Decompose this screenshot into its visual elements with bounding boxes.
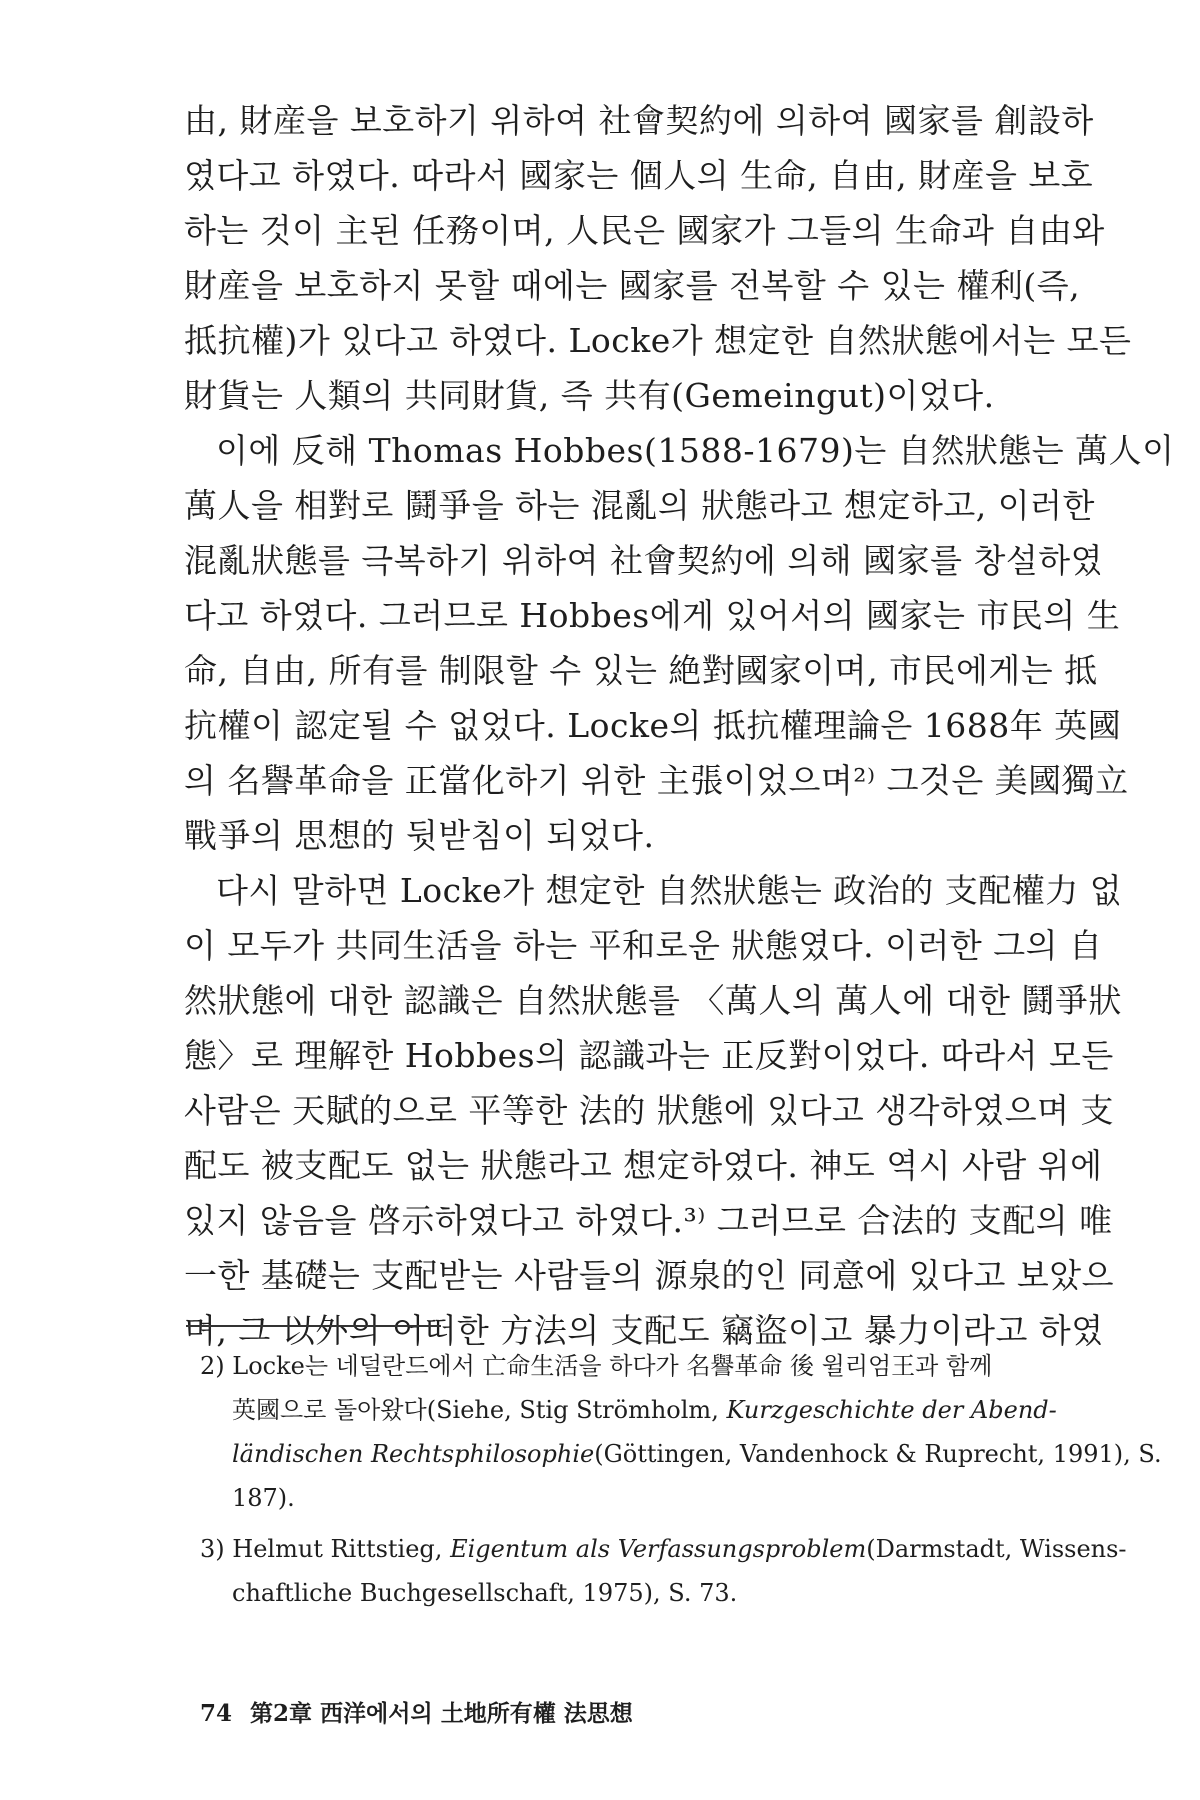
body-line: 이 모두가 共同生活을 하는 平和로운 狀態였다. 이러한 그의 自 xyxy=(184,926,1103,965)
footnote-3-line: chaftliche Buchgesellschaft, 1975), S. 73. xyxy=(232,1579,738,1607)
body-line: 다고 하였다. 그러므로 Hobbes에게 있어서의 國家는 市民의 生 xyxy=(184,596,1121,635)
body-line: 命, 自由, 所有를 制限할 수 있는 絶對國家이며, 市民에게는 抵 xyxy=(184,651,1098,690)
footnote-2-line: 2) Locke는 네덜란드에서 亡命生活을 하다가 名譽革命 後 윌리엄王과 함께 xyxy=(200,1352,993,1380)
body-line: 抗權이 認定될 수 없었다. Locke의 抵抗權理論은 1688年 英國 xyxy=(184,706,1122,745)
body-line: 混亂狀態를 극복하기 위하여 社會契約에 의해 國家를 창설하였 xyxy=(184,541,1103,580)
body-line: 態〉로 理解한 Hobbes의 認識과는 正反對이었다. 따라서 모든 xyxy=(184,1036,1114,1075)
body-line: 며, 그 以外의 어떠한 方法의 支配도 竊盜이고 暴力이라고 하였 xyxy=(184,1311,1104,1350)
body-line: 配도 被支配도 없는 狀態라고 想定하였다. 神도 역시 사람 위에 xyxy=(184,1146,1103,1185)
footnote-2-line xyxy=(232,1433,1162,1475)
body-line: 萬人을 相對로 鬪爭을 하는 混亂의 狀態라고 想定하고, 이러한 xyxy=(184,486,1095,525)
body-line: 一한 基礎는 支配받는 사람들의 源泉的인 同意에 있다고 보았으 xyxy=(184,1256,1114,1295)
body-line: 사람은 天賦的으로 平等한 法的 狀態에 있다고 생각하였으며 支 xyxy=(184,1091,1114,1130)
body-line: 然狀態에 대한 認識은 自然狀態를 〈萬人의 萬人에 대한 鬪爭狀 xyxy=(184,981,1122,1020)
body-line: 由, 財産을 보호하기 위하여 社會契約에 의하여 國家를 創設하 xyxy=(184,101,1094,140)
body-line: 의 名譽革命을 正當化하기 위한 主張이었으며²⁾ 그것은 美國獨立 xyxy=(184,761,1129,800)
footnote-2-line: 187). xyxy=(232,1484,295,1512)
footnote-text: 3) Helmut Rittstieg, xyxy=(200,1535,451,1563)
body-line: 있지 않음을 啓示하였다고 하였다.³⁾ 그러므로 合法的 支配의 唯 xyxy=(184,1201,1113,1240)
running-chapter-title: 第2章 西洋에서의 土地所有權 法思想 xyxy=(250,1700,633,1727)
book-title-italic: ländischen Rechtsphilosophie xyxy=(232,1440,595,1468)
page-number: 74 xyxy=(200,1700,233,1727)
page-footer xyxy=(200,1694,633,1734)
footnote-text: (Darmstadt, Wissens- xyxy=(866,1535,1127,1563)
paragraph-start-line: 이에 反해 Thomas Hobbes(1588-1679)는 自然狀態는 萬人이 xyxy=(216,431,1175,470)
body-line: 抵抗權)가 있다고 하였다. Locke가 想定한 自然狀態에서는 모든 xyxy=(184,321,1132,360)
footnote-text: (Göttingen, Vandenhock & Ruprecht, 1991), S. xyxy=(594,1440,1162,1468)
footnote-2-line xyxy=(232,1389,1102,1431)
footnote-3-line xyxy=(200,1528,1127,1570)
body-line: 財産을 보호하지 못할 때에는 國家를 전복할 수 있는 權利(즉, xyxy=(184,266,1081,305)
book-title-italic: Kurzgeschichte der Abend- xyxy=(726,1396,1057,1424)
paragraph-start-line: 다시 말하면 Locke가 想定한 自然狀態는 政治的 支配權力 없 xyxy=(216,871,1123,910)
footnote-text: 英國으로 돌아왔다(Siehe, Stig Strömholm, xyxy=(232,1396,727,1424)
body-line: 財貨는 人類의 共同財貨, 즉 共有(Gemeingut)이었다. xyxy=(184,376,995,415)
body-line: 戰爭의 思想的 뒷받침이 되었다. xyxy=(184,816,655,855)
body-line: 였다고 하였다. 따라서 國家는 個人의 生命, 自由, 財産을 보호 xyxy=(184,156,1094,195)
footnote-separator xyxy=(186,1325,441,1327)
book-title-italic: Eigentum als Verfassungsproblem xyxy=(450,1535,867,1563)
body-line: 하는 것이 主된 任務이며, 人民은 國家가 그들의 生命과 自由와 xyxy=(184,211,1105,250)
